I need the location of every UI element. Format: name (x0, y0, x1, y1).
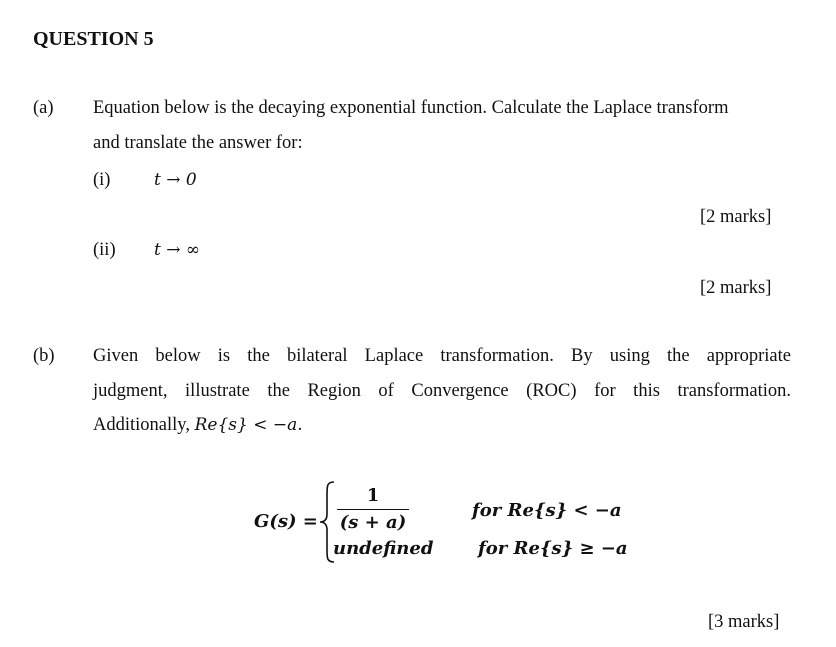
question-title: QUESTION 5 (33, 28, 154, 50)
part-b-line1: Given below is the bilateral Laplace transformation. By using the appropriate (93, 346, 791, 366)
fraction-numerator: 1 (366, 485, 380, 506)
fraction (330, 485, 416, 534)
equation-lhs: G(s) = (254, 511, 318, 532)
sub-i-marks: [2 marks] (700, 207, 772, 227)
part-a-label: (a) (33, 98, 54, 118)
case-undefined: undefined (333, 538, 434, 559)
condition-1: for Re{s} < −a (472, 500, 622, 521)
part-b-line3-text: Additionally, (93, 415, 195, 435)
fraction-denominator: (s + a) (339, 512, 407, 533)
part-b-marks: [3 marks] (708, 612, 780, 632)
part-b-label: (b) (33, 346, 55, 366)
condition-2: for Re{s} ≥ −a (478, 538, 628, 559)
fraction-bar (337, 509, 409, 510)
part-b-line2: judgment, illustrate the Region of Convergence (ROC) for this transformation. (93, 381, 791, 401)
part-a-line2: and translate the answer for: (93, 133, 303, 153)
sub-i-expr: t → 0 (154, 170, 197, 190)
part-a-line1: Equation below is the decaying exponential function. Calculate the Laplace transform (93, 98, 729, 118)
sub-ii-marks: [2 marks] (700, 278, 772, 298)
sub-ii-label: (ii) (93, 240, 116, 260)
sub-ii-expr: t → ∞ (154, 240, 201, 260)
part-b-line3-math: Re{s} < −a. (194, 415, 303, 435)
part-b-line3 (93, 415, 303, 436)
sub-i-label: (i) (93, 170, 111, 190)
